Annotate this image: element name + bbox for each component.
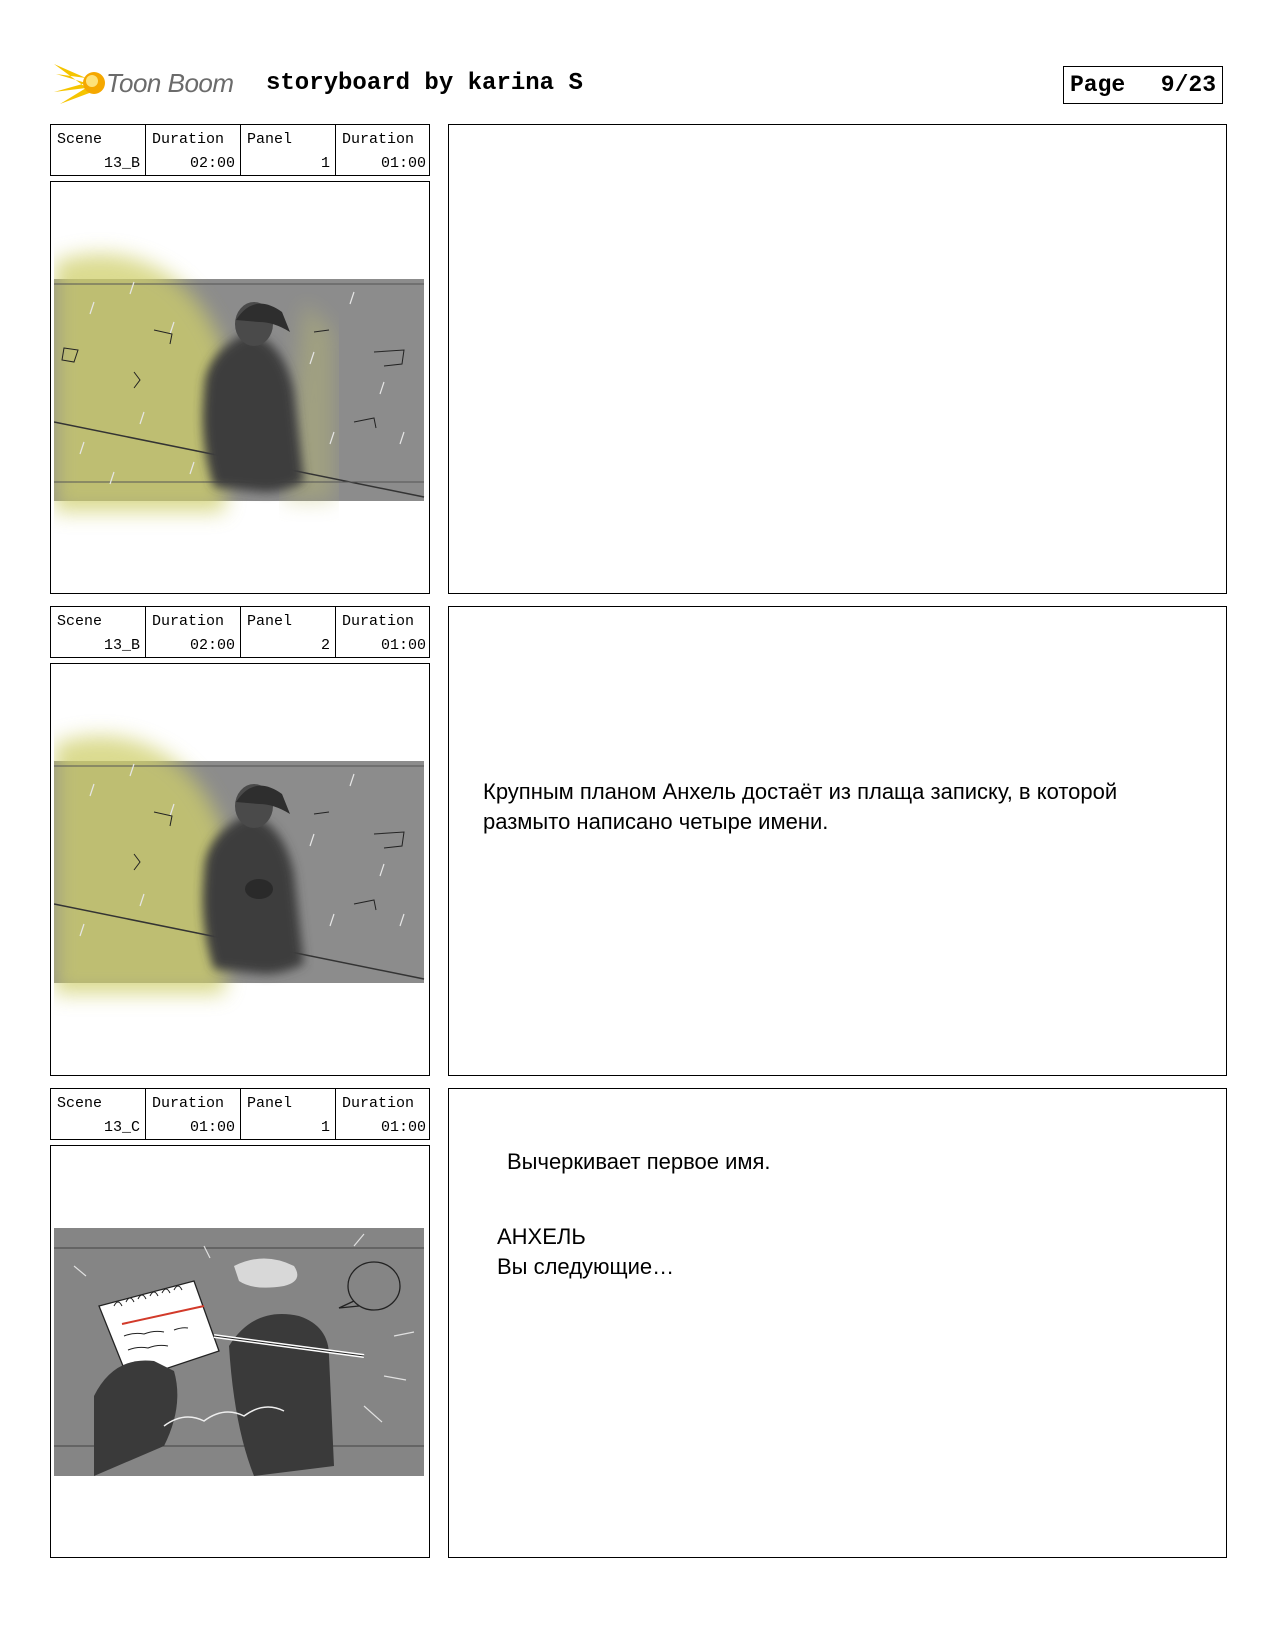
panel-cell: [241, 1089, 336, 1139]
panel-label: Panel: [247, 613, 293, 630]
scene-value: 13_B: [103, 155, 140, 172]
panel-value: 1: [320, 1119, 330, 1136]
page-number: 9/23: [1160, 72, 1216, 98]
sketch-man-takes-note: [54, 664, 426, 1075]
logo-wordmark: Toon Boom: [106, 68, 234, 98]
duration-label: Duration: [342, 131, 415, 148]
scene-cell: [51, 1089, 146, 1139]
panel-row-2: [0, 606, 1276, 1076]
scene-label: Scene: [57, 1095, 103, 1112]
panel-duration-value: 01:00: [380, 1119, 426, 1136]
panel-duration-cell: [336, 125, 431, 175]
scene-cell: [51, 607, 146, 657]
panel-row-1: [0, 124, 1276, 594]
panel-info-table: [50, 1088, 430, 1140]
sketch-man-in-rain: [54, 182, 426, 593]
storyboard-frame: [50, 1145, 430, 1558]
panel-info-table: [50, 606, 430, 658]
scene-duration-value: 02:00: [189, 155, 235, 172]
panel-label: Panel: [247, 1095, 293, 1112]
scene-value: 13_C: [103, 1119, 140, 1136]
scene-label: Scene: [57, 131, 103, 148]
scene-duration-value: 02:00: [189, 637, 235, 654]
notes-panel: [448, 124, 1227, 594]
sketch-hands-crossing-out-name: [54, 1146, 426, 1557]
page-indicator: [1063, 66, 1223, 104]
panel-info-table: [50, 124, 430, 176]
duration-label: Duration: [152, 1095, 225, 1112]
page-label: Page: [1070, 72, 1126, 98]
panel-cell: [241, 125, 336, 175]
panel-duration-cell: [336, 1089, 431, 1139]
duration-label: Duration: [152, 131, 225, 148]
panel-value: 2: [320, 637, 330, 654]
action-note: Крупным планом Анхель достаёт из плаща записку, в которой размыто написано четыре имени.: [483, 779, 1118, 834]
storyboard-frame: [50, 663, 430, 1076]
duration-label: Duration: [152, 613, 225, 630]
scene-label: Scene: [57, 613, 103, 630]
storyboard-frame: [50, 181, 430, 594]
scene-value: 13_B: [103, 637, 140, 654]
page-header: [0, 0, 1276, 120]
scene-duration-cell: [146, 607, 241, 657]
panel-duration-cell: [336, 607, 431, 657]
storyboard-title: storyboard by karina S: [266, 70, 583, 97]
scene-cell: [51, 125, 146, 175]
duration-label: Duration: [342, 1095, 415, 1112]
panel-row-3: [0, 1088, 1276, 1558]
scene-duration-cell: [146, 1089, 241, 1139]
toon-boom-logo: [52, 58, 252, 108]
notes-panel: [448, 606, 1227, 1076]
panel-value: 1: [320, 155, 330, 172]
panel-duration-value: 01:00: [380, 155, 426, 172]
comet-icon: [52, 58, 112, 108]
scene-duration-value: 01:00: [189, 1119, 235, 1136]
panel-duration-value: 01:00: [380, 637, 426, 654]
panel-label: Panel: [247, 131, 293, 148]
dialogue-note: АНХЕЛЬ Вы следующие…: [497, 1224, 675, 1279]
scene-duration-cell: [146, 125, 241, 175]
panel-cell: [241, 607, 336, 657]
action-note: Вычеркивает первое имя.: [507, 1149, 771, 1174]
notes-panel: [448, 1088, 1227, 1558]
duration-label: Duration: [342, 613, 415, 630]
